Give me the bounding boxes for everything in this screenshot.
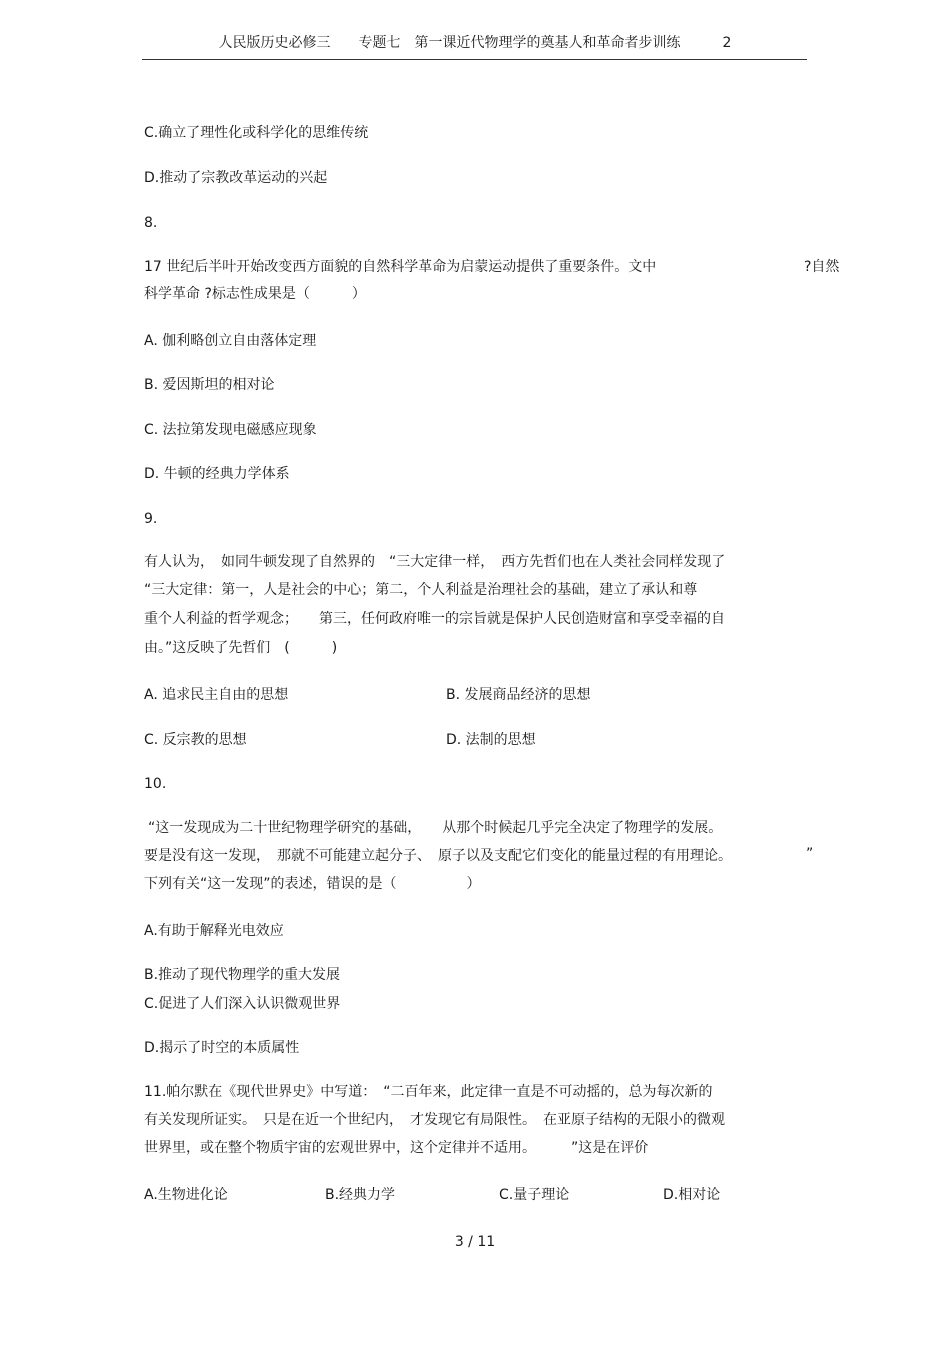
q9-option-b: B. 发展商品经济的思想 bbox=[446, 687, 591, 703]
q9-stem-line1: 有人认为， 如同牛顿发现了自然界的 “三大定律一样， 西方先哲们也在人类社会同样发现了 bbox=[144, 554, 726, 570]
q10-stem-line1: “这一发现成为二十世纪物理学研究的基础， 从那个时候起几乎完全决定了物理学的发展。 bbox=[148, 820, 723, 836]
q9-option-c: C. 反宗教的思想 bbox=[144, 732, 247, 748]
q8-stem-line1-end: ?自然 bbox=[804, 259, 840, 275]
q9-number: 9. bbox=[144, 511, 158, 527]
q8-option-d: D. 牛顿的经典力学体系 bbox=[144, 466, 290, 482]
q10-option-d: D.揭示了时空的本质属性 bbox=[144, 1040, 300, 1056]
q9-stem-line2: “三大定律：第一，人是社会的中心；第二，个人利益是治理社会的基础，建立了承认和尊 bbox=[144, 582, 698, 598]
q10-option-a: A.有助于解释光电效应 bbox=[144, 923, 284, 939]
q11-option-b: B.经典力学 bbox=[325, 1187, 396, 1203]
q9-stem-line4: 由。”这反映了先哲们 ( ) bbox=[144, 640, 338, 656]
q10-stem-line2-quote: ” bbox=[806, 846, 814, 862]
q11-option-c: C.量子理论 bbox=[499, 1187, 570, 1203]
q9-option-d: D. 法制的思想 bbox=[446, 732, 536, 748]
q8-stem-line1: 17 世纪后半叶开始改变西方面貌的自然科学革命为启蒙运动提供了重要条件。文中 bbox=[144, 259, 657, 275]
q8-option-b: B. 爱因斯坦的相对论 bbox=[144, 377, 275, 393]
q9-stem-line3: 重个人利益的哲学观念； 第三，任何政府唯一的宗旨就是保护人民创造财富和享受幸福的自 bbox=[144, 611, 725, 627]
q10-option-b: B.推动了现代物理学的重大发展 bbox=[144, 967, 341, 983]
q11-stem-line1: 11.帕尔默在《现代世界史》中写道： “二百年来，此定律一直是不可动摇的，总为每次新的 bbox=[144, 1084, 713, 1100]
q8-option-a: A. 伽利略创立自由落体定理 bbox=[144, 333, 317, 349]
q8-stem-line2: 科学革命 ?标志性成果是（ ） bbox=[144, 286, 366, 302]
q10-number: 10. bbox=[144, 776, 167, 792]
q10-stem-line2: 要是没有这一发现， 那就不可能建立起分子、 原子以及支配它们变化的能量过程的有用理论。 bbox=[144, 848, 732, 864]
q10-stem-line3: 下列有关“这一发现”的表述，错误的是（ ） bbox=[144, 876, 481, 892]
q11-stem-line3: 世界里，或在整个物质宇宙的宏观世界中，这个定律并不适用。 ”这是在评价 bbox=[144, 1140, 649, 1156]
q9-option-a: A. 追求民主自由的思想 bbox=[144, 687, 289, 703]
header-rule bbox=[142, 59, 807, 60]
q7-option-d: D.推动了宗教改革运动的兴起 bbox=[144, 170, 328, 186]
q11-stem-line2: 有关发现所证实。 只是在近一个世纪内， 才发现它有局限性。 在亚原子结构的无限小的微观 bbox=[144, 1112, 725, 1128]
q11-option-a: A.生物进化论 bbox=[144, 1187, 228, 1203]
q8-number: 8. bbox=[144, 215, 158, 231]
page-number: 3 / 11 bbox=[454, 1234, 496, 1250]
page-header-title: 人民版历史必修三 专题七 第一课近代物理学的奠基人和革命者步训练 2 bbox=[218, 35, 732, 51]
q8-option-c: C. 法拉第发现电磁感应现象 bbox=[144, 422, 317, 438]
q7-option-c: C.确立了理性化或科学化的思维传统 bbox=[144, 125, 369, 141]
q10-option-c: C.促进了人们深入认识微观世界 bbox=[144, 996, 341, 1012]
q11-option-d: D.相对论 bbox=[663, 1187, 721, 1203]
